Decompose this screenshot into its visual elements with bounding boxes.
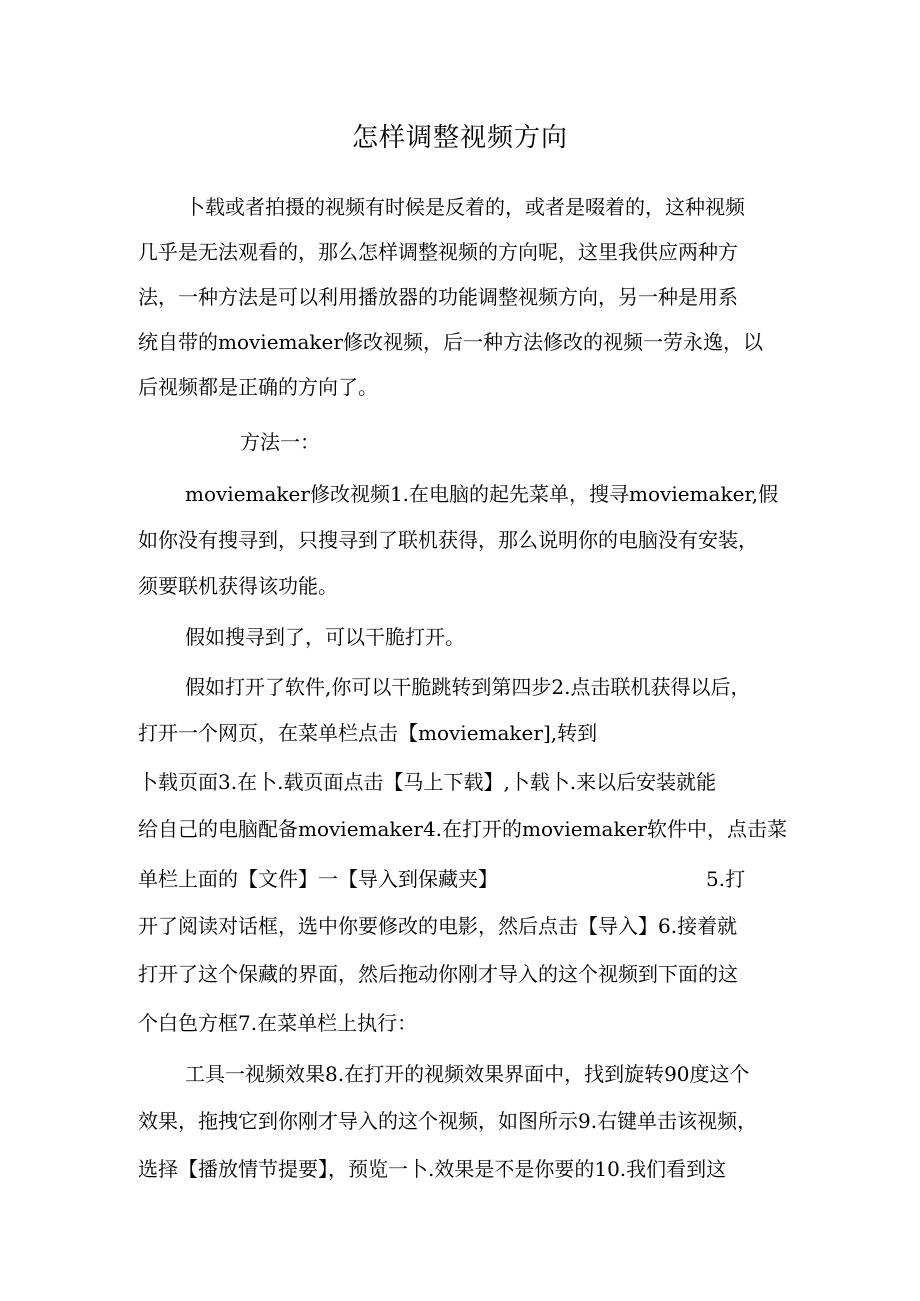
section-heading: 方法一： [240, 430, 320, 454]
paragraph-line: 卜载页面3.在卜.载页面点击【马上下载】,卜载卜.来以后安装就能 [138, 770, 717, 794]
paragraph-line: 打开一个网页，在菜单栏点击【moviemaker],转到 [138, 721, 598, 745]
paragraph-line: 卜载或者拍摄的视频有时候是反着的，或者是啜着的，这种视频 [185, 195, 745, 219]
paragraph-line: 开了阅读对话框，选中你要修改的电影，然后点击【导入】6.接着就 [138, 914, 738, 938]
paragraph-line: 选择【播放情节提要】，预览一卜.效果是不是你要的10.我们看到这 [138, 1157, 727, 1181]
paragraph-line: 如你没有搜寻到，只搜寻到了联机获得，那么说明你的电脑没有安装， [138, 528, 758, 552]
document-title: 怎样调整视频方向 [351, 123, 568, 153]
paragraph-line: 假如打开了软件,你可以干脆跳转到第四步2.点击联机获得以后， [185, 675, 751, 699]
paragraph-line: 统自带的moviemaker修改视频，后一种方法修改的视频一劳永逸，以 [138, 330, 763, 354]
paragraph-line: 给自己的电脑配备moviemaker4.在打开的moviemaker软件中，点击菜 [138, 817, 787, 841]
paragraph-line: 假如搜寻到了，可以干脆打开。 [185, 625, 465, 649]
paragraph-line: 工具一视频效果8.在打开的视频效果界面中，找到旋转90度这个 [185, 1062, 750, 1086]
paragraph-line: 几乎是无法观看的，那么怎样调整视频的方向呢，这里我供应两种方 [138, 240, 738, 264]
paragraph-line: 法，一种方法是可以利用播放器的功能调整视频方向，另一种是用系 [138, 285, 738, 309]
paragraph-line: 单栏上面的【文件】一【导入到保藏夹】 [138, 867, 498, 891]
paragraph-line: 须要联机获得该功能。 [138, 574, 338, 598]
paragraph-line: 效果，拖拽它到你刚才导入的这个视频，如图所示9.右键单击该视频， [138, 1109, 758, 1133]
paragraph-line-fragment: 5.打 [706, 867, 746, 891]
paragraph-line: 后视频都是正确的方向了。 [138, 375, 378, 399]
paragraph-line: moviemaker修改视频1.在电脑的起先菜单，搜寻moviemaker,假 [185, 482, 779, 506]
paragraph-line: 个白色方框7.在菜单栏上执行： [138, 1011, 418, 1035]
paragraph-line: 打开了这个保藏的界面，然后拖动你刚才导入的这个视频到下面的这 [138, 962, 738, 986]
